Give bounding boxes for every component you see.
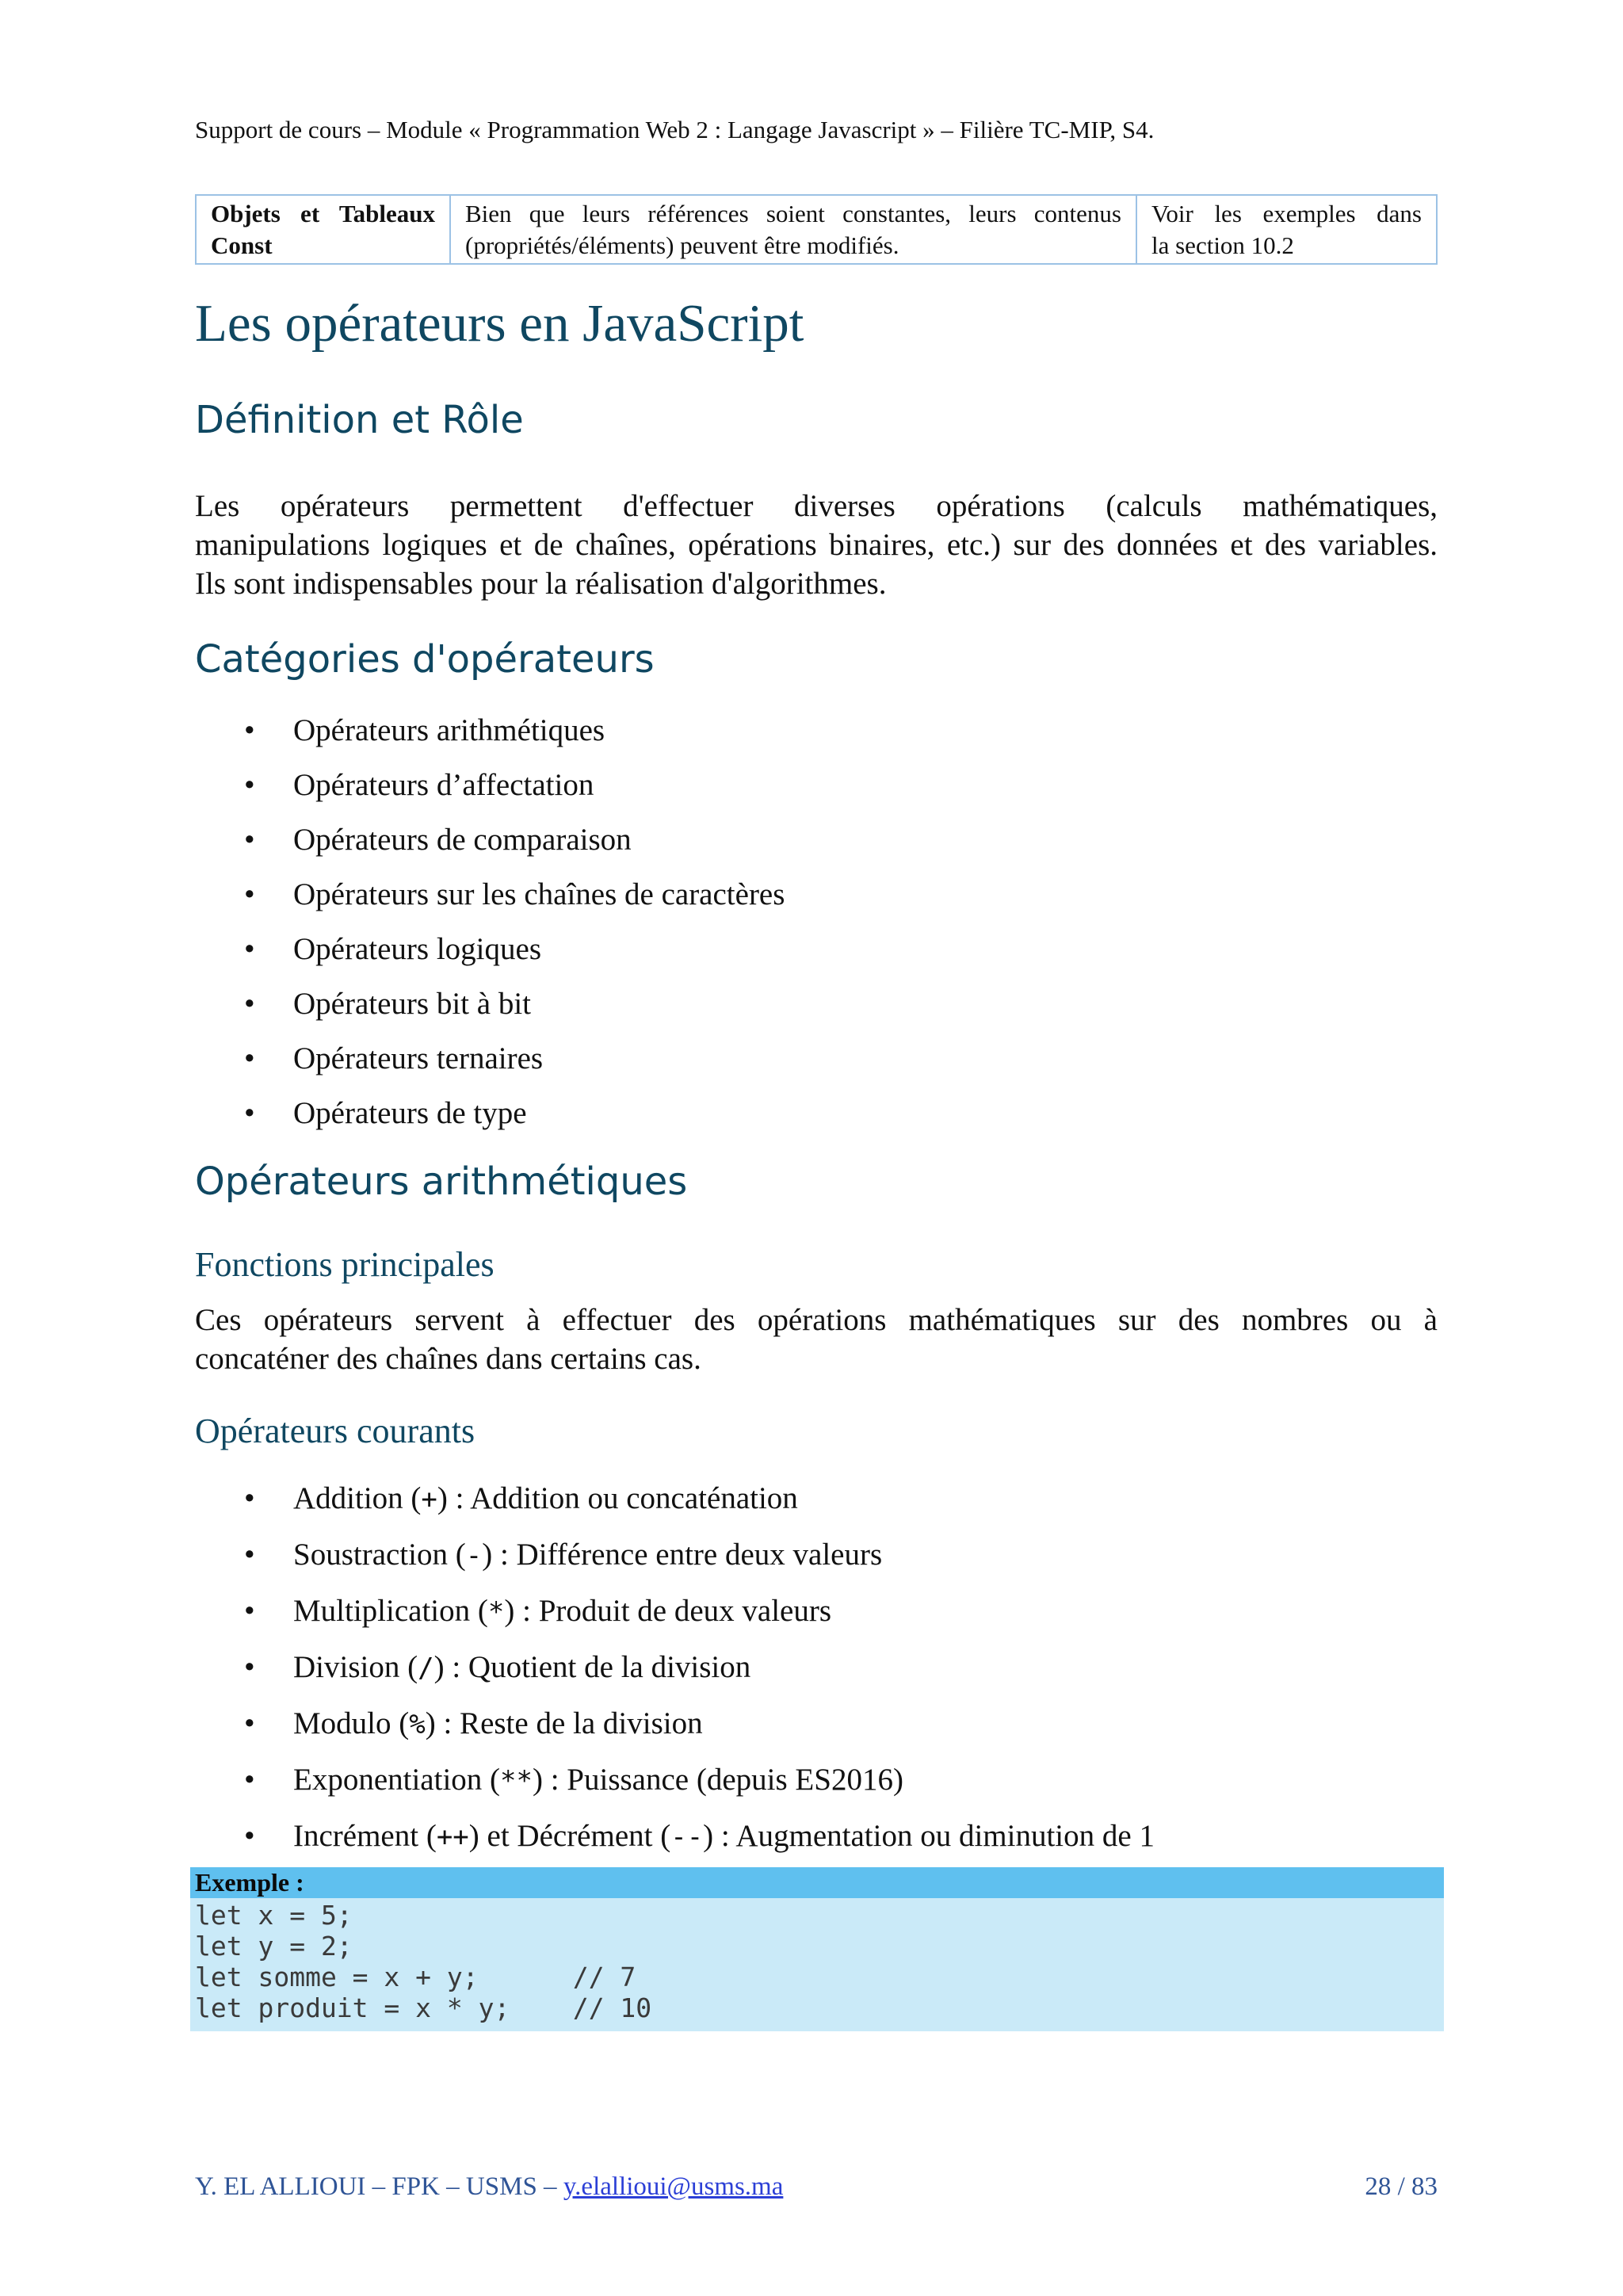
categories-list	[195, 703, 785, 1140]
list-item: • Soustraction (-) : Différence entre deux valeurs	[195, 1527, 1155, 1584]
heading-definition: Définition et Rôle	[195, 398, 524, 442]
list-item: • Opérateurs sur les chaînes de caractères	[195, 867, 785, 922]
operator-symbol: -	[465, 1540, 483, 1572]
subheading-common-operators: Opérateurs courants	[195, 1412, 475, 1450]
table-cell-reference: Voir les exemples dans la section 10.2	[1136, 195, 1437, 264]
operator-symbol: %	[409, 1709, 426, 1740]
const-info-table	[195, 194, 1438, 265]
list-item: • Opérateurs logiques	[195, 922, 785, 976]
email-link[interactable]: y.elallioui@usms.ma	[563, 2172, 784, 2201]
operator-symbol: ++	[436, 1821, 469, 1853]
paragraph-functions: Ces opérateurs servent à effectuer des opérations mathématiques sur des nombres ou à concaténer des chaînes dans certains cas.	[195, 1303, 1438, 1376]
list-item: • Incrément (++) et Décrément (--) : Augmentation ou diminution de 1	[195, 1809, 1155, 1865]
list-item: • Exponentiation (**) : Puissance (depuis ES2016)	[195, 1752, 1155, 1809]
list-item: • Modulo (%) : Reste de la division	[195, 1696, 1155, 1752]
subheading-functions: Fonctions principales	[195, 1245, 495, 1284]
list-item: • Opérateurs arithmétiques	[195, 703, 785, 758]
operator-symbol: +	[421, 1484, 437, 1515]
operator-symbol: **	[500, 1765, 533, 1797]
table-row	[196, 195, 1437, 264]
table-cell-description: Bien que leurs références soient constantes, leurs contenus (propriétés/éléments) peuvent être modifiés.	[450, 195, 1136, 264]
page-number: 28 / 83	[1365, 2172, 1438, 2201]
list-item: • Opérateurs bit à bit	[195, 976, 785, 1031]
code-block: let x = 5; let y = 2; let somme = x + y; // 7 let produit = x * y; // 10	[190, 1898, 1444, 2031]
table-cell-term: Objets et Tableaux Const	[196, 195, 450, 264]
list-item: • Addition (+) : Addition ou concaténation	[195, 1471, 1155, 1527]
operator-symbol: --	[670, 1821, 704, 1853]
paragraph-definition: Les opérateurs permettent d'effectuer diverses opérations (calculs mathématiques, manipulations logiques et de chaînes, opérations binaires, etc.) sur des données et des variables. Ils sont indispensables pour la réalisation d'algorithmes.	[195, 489, 1438, 601]
heading-arithmetic: Opérateurs arithmétiques	[195, 1159, 688, 1204]
list-item: • Division (/) : Quotient de la division	[195, 1640, 1155, 1696]
operators-list	[195, 1471, 1155, 1865]
list-item: • Opérateurs d’affectation	[195, 758, 785, 812]
list-item: • Multiplication (*) : Produit de deux valeurs	[195, 1584, 1155, 1640]
running-header: Support de cours – Module « Programmation Web 2 : Langage Javascript » – Filière TC-MIP, S4.	[195, 116, 1155, 143]
list-item: • Opérateurs ternaires	[195, 1031, 785, 1086]
example-label: Exemple :	[190, 1867, 1444, 1898]
operator-symbol: /	[418, 1652, 434, 1684]
operator-symbol: *	[487, 1596, 505, 1628]
heading-categories: Catégories d'opérateurs	[195, 637, 655, 682]
list-item: • Opérateurs de comparaison	[195, 812, 785, 867]
page-title: Les opérateurs en JavaScript	[195, 294, 804, 353]
list-item: • Opérateurs de type	[195, 1086, 785, 1140]
footer-author: Y. EL ALLIOUI – FPK – USMS – y.elallioui@usms.ma	[195, 2172, 784, 2201]
code-example	[190, 1867, 1444, 2031]
